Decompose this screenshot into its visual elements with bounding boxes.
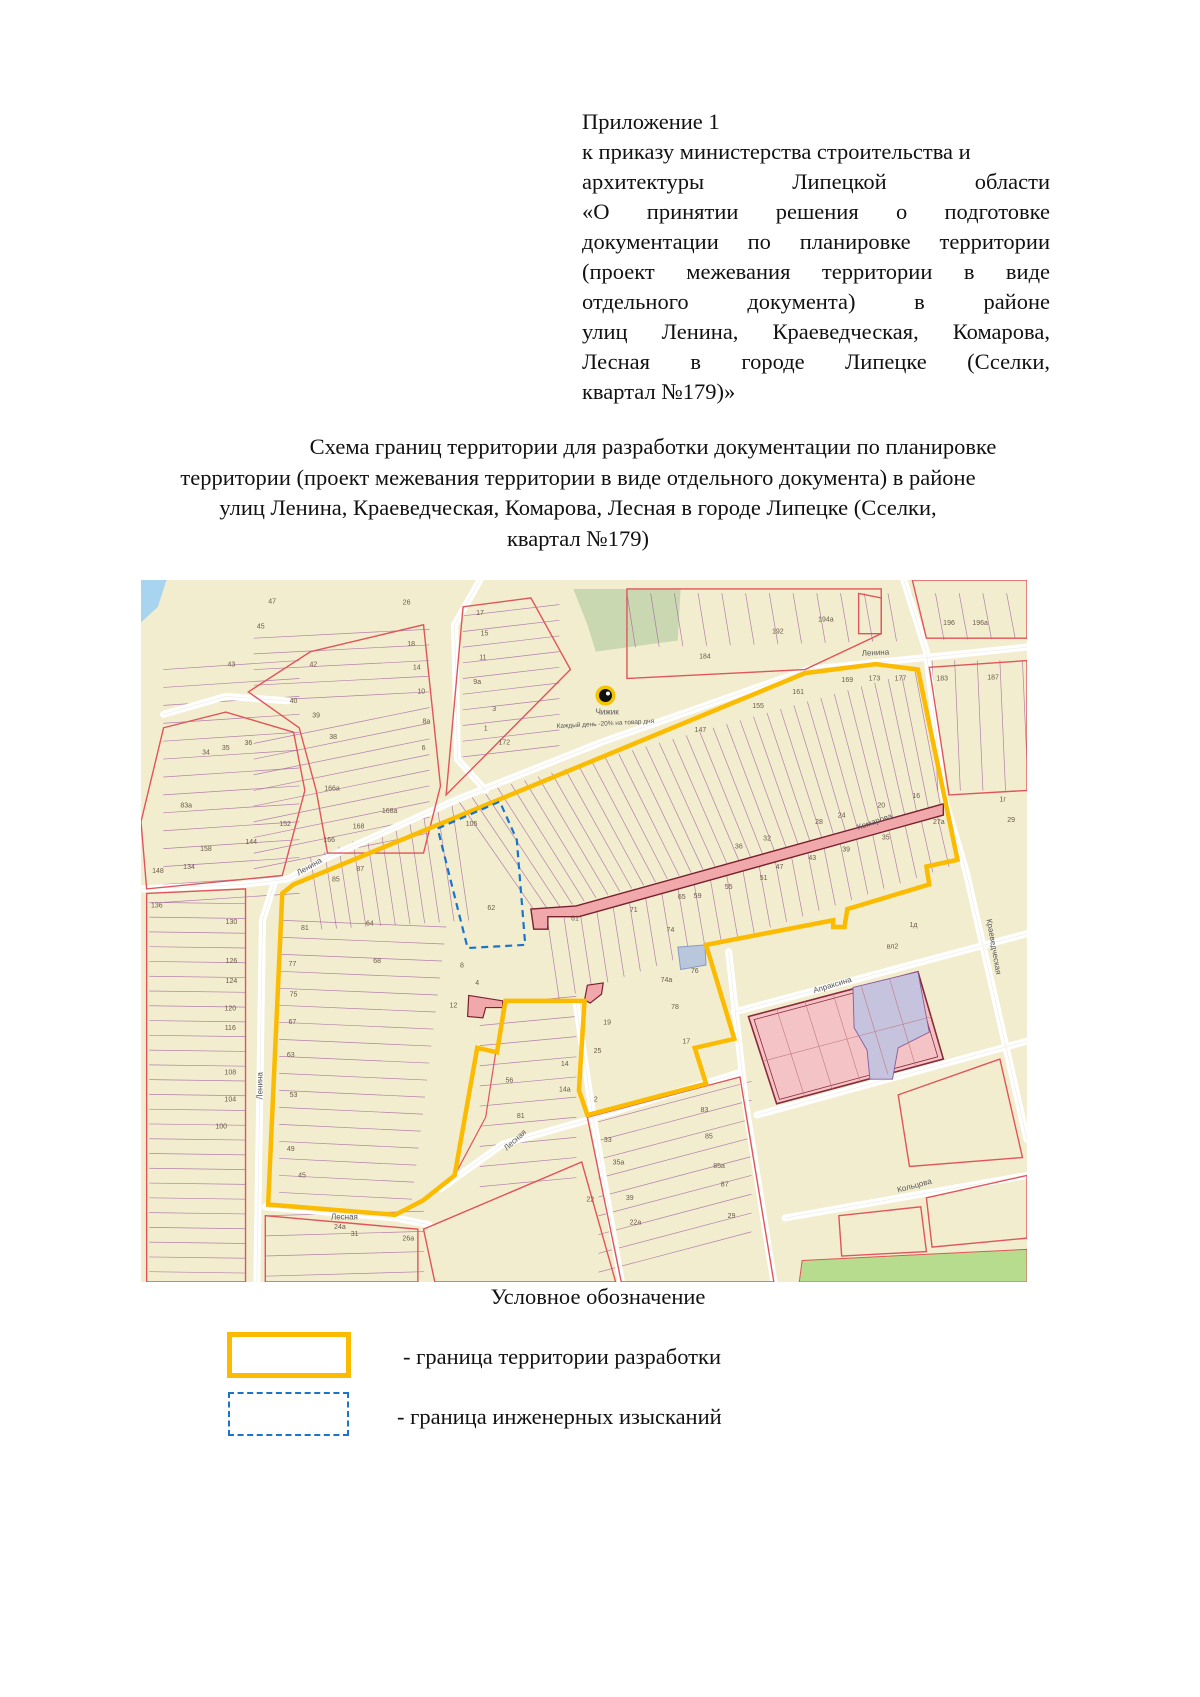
house-number: 47 [775, 863, 784, 871]
house-number: 64 [365, 920, 374, 928]
house-number: 34 [202, 749, 210, 757]
house-number: 14 [560, 1060, 569, 1068]
house-number: 184 [699, 653, 711, 661]
header-line: Лесная в городе Липецке (Сселки, [582, 349, 1050, 374]
header-line: (проект межевания территории в виде [582, 259, 1050, 284]
house-number: 17 [682, 1038, 691, 1046]
house-number: 19 [603, 1019, 612, 1027]
house-number: 161 [792, 689, 804, 697]
house-number: 39 [842, 846, 851, 854]
house-number: 55 [724, 883, 733, 891]
house-number: 28 [815, 818, 823, 826]
house-number: 173 [868, 675, 881, 683]
title-line: улиц Ленина, Краеведческая, Комарова, Лесная в городе Липецке (Сселки, [219, 495, 937, 520]
header-line: к приказу министерства строительства и [582, 139, 971, 164]
house-number: 74а [660, 977, 673, 985]
house-number: 71 [629, 907, 638, 915]
house-number: 22а [629, 1219, 642, 1227]
street-label: Апраксина [812, 974, 853, 996]
legend-label-survey: - граница инженерных изысканий [397, 1404, 722, 1429]
house-number: 40 [289, 698, 298, 706]
header-line: Приложение 1 [582, 109, 720, 134]
house-number: 35 [881, 834, 890, 842]
house-number: 105 [465, 821, 478, 829]
house-number: 81 [516, 1112, 525, 1120]
house-number: 18 [407, 640, 415, 648]
house-number: 12 [449, 1002, 458, 1010]
house-number: 177 [894, 675, 907, 683]
house-number: 51 [759, 874, 768, 882]
house-number: 67 [288, 1019, 297, 1027]
house-number: 10 [417, 688, 426, 696]
street-label: Краеведческая [984, 918, 1004, 976]
boundary-scheme-map [141, 580, 1027, 1282]
house-number: 35а [612, 1159, 625, 1167]
title-line: территории (проект межевания территории в виде отдельного документа) в районе [180, 464, 976, 490]
legend-title: Условное обозначение [490, 1284, 706, 1309]
house-number: 116 [224, 1024, 236, 1032]
house-number: 78 [671, 1003, 679, 1011]
house-number: 152 [279, 821, 291, 829]
house-number: 24а [334, 1224, 346, 1232]
header-line: документации по планировке территории [582, 229, 1050, 254]
house-number: 4 [475, 980, 480, 988]
house-number: 196а [972, 619, 988, 627]
street-label: Ленина [255, 1072, 265, 1100]
house-number: 1д [909, 921, 918, 929]
house-number: 77 [288, 960, 297, 968]
header-line: архитектуры Липецкой области [582, 169, 1050, 194]
house-number: 36 [244, 739, 253, 747]
house-number: 26а [402, 1235, 415, 1243]
store-chizhik-icon [595, 686, 615, 706]
house-number: 56 [505, 1077, 514, 1085]
house-number: 187 [987, 674, 999, 682]
house-number: 169 [841, 677, 854, 685]
house-number: 87 [356, 866, 365, 874]
document-title [100, 432, 1056, 554]
street-label: Ленина [861, 647, 890, 658]
house-number: 68 [373, 957, 382, 965]
house-number: 14 [412, 664, 421, 672]
house-number: 74 [666, 926, 675, 934]
house-number: 172 [498, 739, 511, 747]
header-line: отдельного документа) в районе [582, 289, 1050, 314]
store-icon-eye [606, 692, 610, 696]
house-number: 1 [483, 725, 488, 733]
house-number: 53 [289, 1092, 298, 1100]
house-number: 33 [603, 1136, 612, 1144]
house-number: 147 [694, 727, 707, 735]
house-number: 35 [221, 745, 230, 753]
house-number: 39 [625, 1195, 634, 1203]
house-number: вл2 [886, 943, 899, 951]
house-number: 8 [459, 962, 464, 970]
street-label: Кольцова [896, 1176, 933, 1195]
street-label: Комарова [855, 811, 894, 832]
house-number: 83а [180, 802, 193, 810]
territory-boundary-swatch [227, 1332, 351, 1378]
header-line: «О принятии решения о подготовке [582, 199, 1050, 224]
house-number: 2 [593, 1096, 598, 1104]
header-line: улиц Ленина, Краеведческая, Комарова, [582, 319, 1050, 344]
house-number: 124 [225, 977, 238, 985]
street-label: Лесная [330, 1212, 358, 1222]
house-number: 134 [183, 863, 195, 871]
house-number: 155 [752, 703, 764, 711]
house-number: 26 [402, 599, 411, 607]
poi-promo: Каждый день -20% на товар дня [556, 717, 655, 731]
house-number: 47 [268, 598, 276, 606]
house-number: 38 [329, 733, 338, 741]
house-number: 126 [225, 957, 238, 965]
house-number: 108 [224, 1069, 237, 1077]
house-number: 6 [421, 745, 426, 753]
house-number: 104 [224, 1096, 237, 1104]
house-number: 144 [245, 839, 258, 847]
house-number: 17 [476, 609, 484, 617]
house-number: 192 [771, 628, 784, 636]
house-number: 59 [693, 892, 702, 900]
street-label: Ленина [295, 855, 324, 878]
house-number: 25 [593, 1048, 602, 1056]
house-number: 76 [690, 968, 699, 976]
survey-boundary-swatch [228, 1392, 349, 1436]
house-number: 85 [704, 1133, 713, 1141]
house-number: 85 [332, 876, 340, 884]
house-number: 183 [936, 675, 949, 683]
house-number: 11 [479, 654, 487, 662]
house-number: 100 [215, 1123, 228, 1131]
house-number: 45 [256, 623, 265, 631]
house-number: 49 [286, 1145, 295, 1153]
house-number: 130 [225, 918, 238, 926]
house-number: 136 [150, 902, 163, 910]
house-number: 148 [152, 868, 164, 876]
poi-name: Чижик [595, 707, 619, 717]
house-number: 9а [473, 678, 482, 686]
appendix-header [582, 107, 1050, 407]
house-number: 62 [487, 904, 496, 912]
house-number: 168 [352, 823, 365, 831]
house-number: 43 [808, 854, 817, 862]
house-number: 158 [200, 845, 212, 853]
house-number: 75 [289, 991, 298, 999]
house-number: 168а [381, 807, 398, 815]
house-number: 42 [309, 661, 318, 669]
house-number: 120 [224, 1005, 237, 1013]
house-number: 194а [818, 616, 834, 624]
house-number: 65 [677, 893, 686, 901]
house-number: 43 [227, 661, 236, 669]
store-icon-body [599, 689, 612, 702]
house-number: 15 [480, 630, 489, 638]
house-number: 29 [727, 1212, 736, 1220]
house-number: 196 [943, 619, 955, 627]
house-number: 32 [763, 835, 771, 843]
house-number: 24 [837, 812, 846, 820]
street-label: Лесная [502, 1127, 529, 1153]
house-number: 87 [720, 1181, 729, 1189]
legend-label-territory: - граница территории разработки [403, 1344, 721, 1369]
header-line: квартал №179)» [582, 379, 736, 404]
house-number: 39 [312, 712, 321, 720]
house-number: 1г [999, 796, 1006, 804]
house-number: 22 [586, 1196, 595, 1204]
house-number: 27а [933, 818, 945, 826]
house-number: 81 [300, 925, 309, 933]
house-number: 36 [734, 843, 743, 851]
house-number: 63 [286, 1051, 295, 1059]
house-number: 83 [700, 1106, 709, 1114]
house-number: 45 [298, 1172, 306, 1180]
house-number: 20 [877, 802, 886, 810]
house-number: 31 [350, 1230, 359, 1238]
house-number: 3 [492, 706, 497, 714]
house-number: 85а [713, 1162, 725, 1170]
house-number: 61 [571, 915, 579, 923]
title-line: Схема границ территории для разработки документации по планировке [309, 434, 997, 459]
house-number: 8а [422, 718, 431, 726]
house-number: 166а [324, 785, 340, 793]
map-labels [141, 580, 1027, 1282]
house-number: 16 [912, 793, 921, 801]
house-number: 166 [323, 836, 336, 844]
house-number: 29 [1007, 816, 1016, 824]
title-line: квартал №179) [506, 525, 650, 551]
house-number: 14а [558, 1086, 571, 1094]
